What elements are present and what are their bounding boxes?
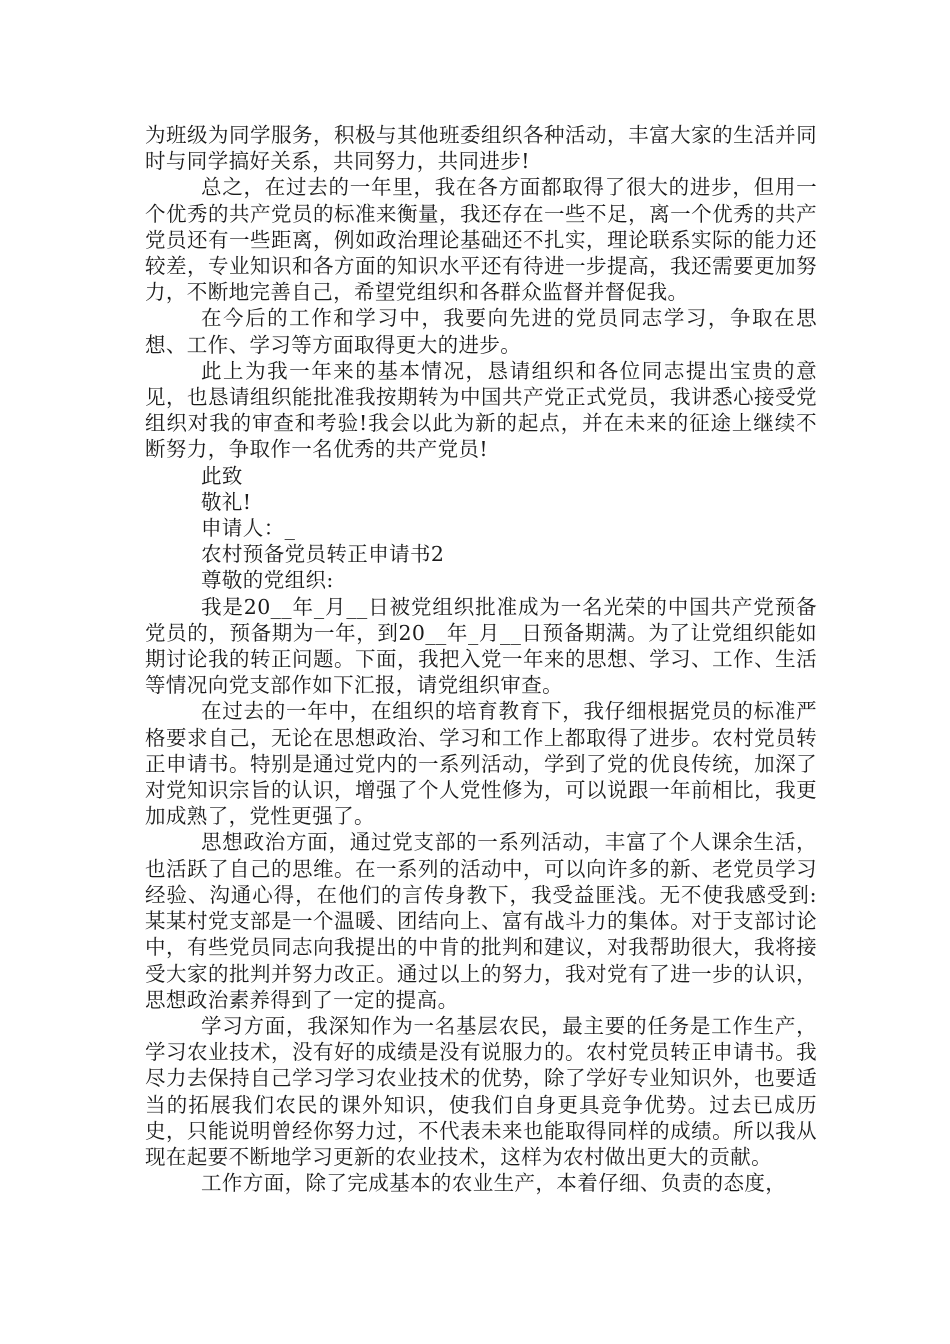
paragraph-future-plan: 在今后的工作和学习中，我要向先进的党员同志学习，争取在思想、工作、学习等方面取得更大的进步。 [145,306,817,357]
section-title: 农村预备党员转正申请书2 [201,542,445,567]
document-page [145,122,817,1196]
paragraph-intro: 我是20__年_月__日被党组织批准成为一名光荣的中国共产党预备党员的，预备期为一年，到20__年_月__日预备期满。为了让党组织能如期讨论我的转正问题。下面，我把入党一年来的思想、学习、工作、生活等情况向党支部作如下汇报，请党组织审查。 [145,594,817,698]
paragraph-political-thought: 思想政治方面，通过党支部的一系列活动，丰富了个人课余生活，也活跃了自己的思维。在一系列的活动中，可以向许多的新、老党员学习经验、沟通心得，在他们的言传身教下，我受益匪浅。无不使我感受到:某某村党支部是一个温暖、团结向上、富有战斗力的集体。对于支部讨论中，有些党员同志向我提出的中肯的批判和建议，对我帮助很大，我将接受大家的批判并努力改正。通过以上的努力，我对党有了进一步的认识，思想政治素养得到了一定的提高。 [145,830,817,1012]
paragraph-past-year: 在过去的一年中，在组织的培育教育下，我仔细根据党员的标准严格要求自己，无论在思想政治、学习和工作上都取得了进步。农村党员转正申请书。特别是通过党内的一系列活动，学到了党的优良传统，加深了对党知识宗旨的认识，增强了个人党性修为，可以说跟一年前相比，我更加成熟了，党性更强了。 [145,699,817,829]
applicant-signature-line: 申请人：_ [201,516,296,541]
paragraph-request: 此上为我一年来的基本情况，恳请组织和各位同志提出宝贵的意见，也恳请组织能批准我按期转为中国共产党正式党员，我讲悉心接受党组织对我的审查和考验!我会以此为新的起点，并在未来的征途上继续不断努力，争取作一名优秀的共产党员! [145,358,817,462]
greeting: 尊敬的党组织: [201,568,334,593]
paragraph-work: 工作方面，除了完成基本的农业生产，本着仔细、负责的态度， [201,1171,787,1196]
closing-regards: 敬礼! [201,489,252,514]
paragraph-study: 学习方面，我深知作为一名基层农民，最主要的任务是工作生产，学习农业技术，没有好的成绩是没有说服力的。农村党员转正申请书。我尽力去保持自己学习学习农业技术的优势，除了学好专业知识外，也要适当的拓展我们农民的课外知识，使我们自身更具竞争优势。过去已成历史，只能说明曾经你努力过，不代表未来也能取得同样的成绩。所以我从现在起要不断地学习更新的农业技术，这样为农村做出更大的贡献。 [145,1013,817,1169]
paragraph-summary: 总之，在过去的一年里，我在各方面都取得了很大的进步，但用一个优秀的共产党员的标准来衡量，我还存在一些不足，离一个优秀的共产党员还有一些距离，例如政治理论基础还不扎实，理论联系实际的能力还较差，专业知识和各方面的知识水平还有待进一步提高，我还需要更加努力，不断地完善自己，希望党组织和各群众监督并督促我。 [145,175,817,305]
paragraph-continuation: 为班级为同学服务，积极与其他班委组织各种活动，丰富大家的生活并同时与同学搞好关系，共同努力，共同进步! [145,123,817,174]
closing-salutation: 此致 [201,463,243,488]
